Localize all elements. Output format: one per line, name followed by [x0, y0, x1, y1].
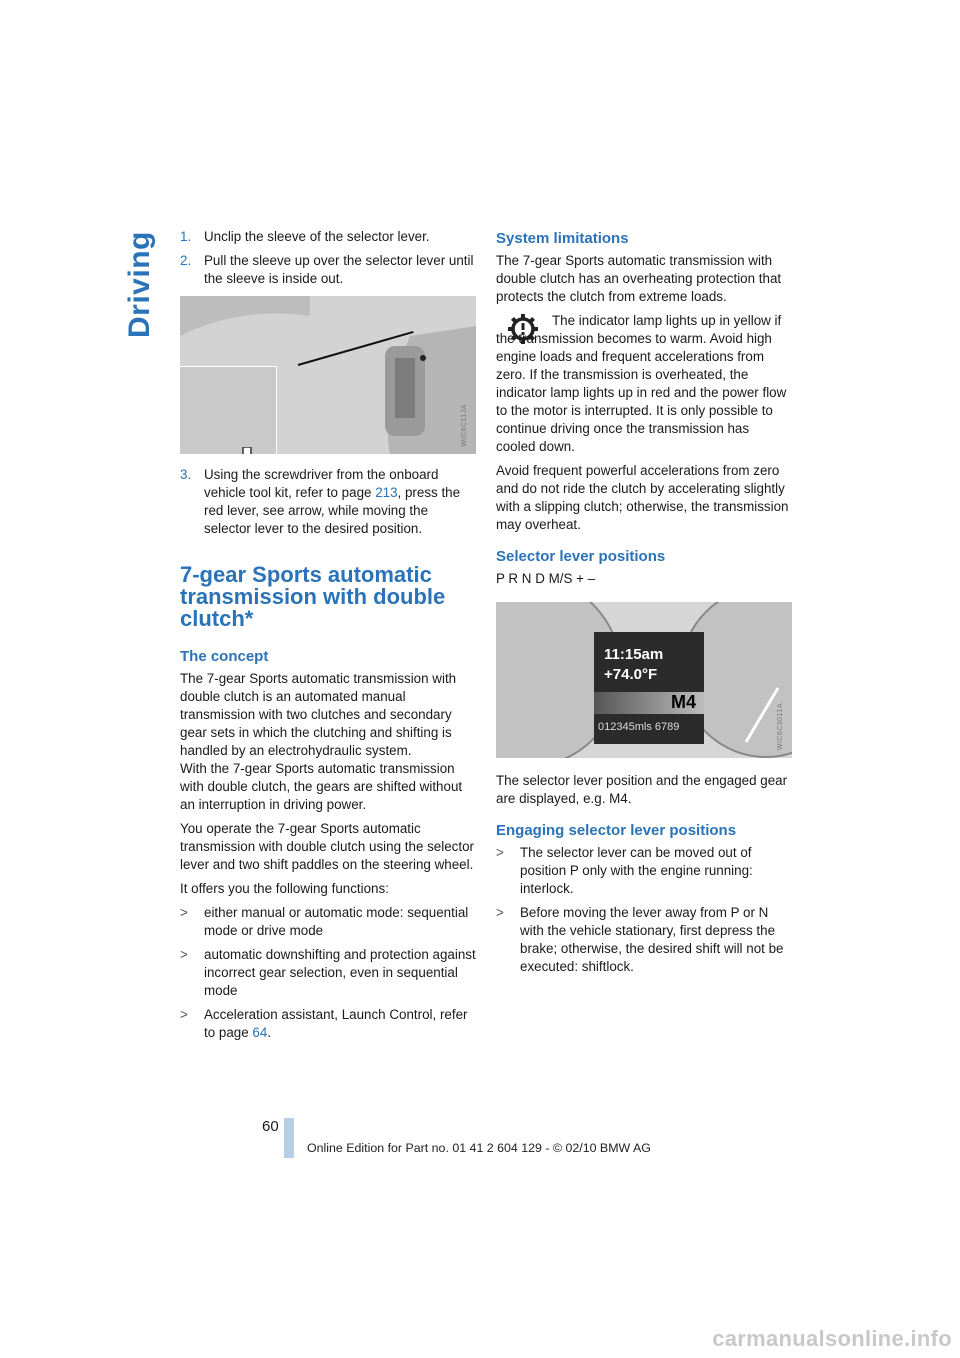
concept-paragraph: It offers you the following functions: [180, 881, 389, 896]
list-item-text: either manual or automatic mode: sequential mode or drive mode [204, 905, 469, 938]
concept-paragraph: You operate the 7-gear Sports automatic transmission with double clutch using the selector lever and two shift paddles on the steering wheel. [180, 821, 474, 872]
list-item-text: Before moving the lever away from P or N with the vehicle stationary, first depress the brake; otherwise, the desired shift will not be executed: shiftlock. [520, 905, 784, 974]
watermark: carmanualsonline.info [712, 1326, 952, 1351]
limits-paragraph: The 7-gear Sports automatic transmission with double clutch has an overheating protection that protects the clutch from extreme loads. [496, 253, 782, 304]
page-number: 60 [262, 1118, 279, 1135]
positions-line: P R N D M/S + – [496, 571, 596, 586]
step-2 [180, 252, 476, 288]
limits-title: System limitations [496, 230, 629, 247]
footer-bar [284, 1118, 294, 1158]
list-item [180, 904, 476, 940]
page-link-64[interactable]: 64 [252, 1025, 268, 1040]
selector-lever-photo [180, 296, 476, 454]
list-item-text: automatic downshifting and protection against incorrect gear selection, even in sequential mode [204, 947, 476, 998]
arrow-down-icon [238, 447, 256, 454]
list-item-text [204, 1006, 476, 1042]
engaging-title: Engaging selector lever positions [496, 822, 737, 839]
footer-edition: Online Edition for Part no. 01 41 2 604 129 - © 02/10 BMW AG [307, 1141, 651, 1155]
bullet-marker: > [180, 947, 188, 962]
limits-paragraph: Avoid frequent powerful accelerations from zero and do not ride the clutch by accelerating slightly with a slipping clutch; otherwise, the transmission may overheat. [496, 463, 789, 532]
display-gear-bar [594, 692, 704, 714]
list-item [180, 1006, 476, 1042]
detail-inset [180, 366, 277, 454]
step-number: 1. [180, 229, 192, 244]
step-text: Unclip the sleeve of the selector lever. [204, 229, 430, 244]
page-link-213[interactable]: 213 [375, 485, 398, 500]
display-temperature: +74.0°F [604, 666, 658, 683]
left-column [180, 228, 476, 1048]
list-text-part: . [267, 1025, 272, 1040]
step-3 [180, 466, 476, 538]
step-text [204, 466, 476, 538]
concept-paragraph: With the 7-gear Sports automatic transmission with double clutch, the gears are shifted without an interruption in driving power. [180, 761, 463, 812]
step-text-part: , press the red lever, see arrow, while moving the selector lever to the desired position. [204, 485, 461, 536]
bullet-marker: > [496, 845, 504, 860]
list-item-text: The selector lever can be moved out of position P only with the engine running: interlock. [520, 845, 753, 896]
concept-title: The concept [180, 648, 269, 665]
bullet-marker: > [496, 905, 504, 920]
bullet-marker: > [180, 1007, 188, 1022]
step-1 [180, 228, 476, 246]
right-column [496, 230, 792, 982]
positions-title: Selector lever positions [496, 548, 666, 565]
display-gear: M4 [670, 692, 696, 712]
list-text-part: Acceleration assistant, Launch Control, refer to page [204, 1007, 468, 1040]
image-code: W/C6C11JA [461, 403, 468, 446]
section-heading: 7-gear Sports automatic transmission with double clutch* [180, 562, 446, 631]
image-code: W/C6C3011A [777, 702, 784, 750]
display-time: 11:15am [604, 646, 664, 663]
onboard-display [594, 632, 704, 744]
concept-paragraph: The 7-gear Sports automatic transmission with double clutch is an automated manual transmission with two clutches and secondary gear sets in which the clutching and shifting is handled by an electrohydraulic system. [180, 671, 457, 758]
list-item [496, 904, 792, 976]
instrument-cluster-photo [496, 602, 792, 758]
bullet-marker: > [180, 905, 188, 920]
step-text: Pull the sleeve up over the selector lever until the sleeve is inside out. [204, 253, 474, 286]
display-odometer: 012345mls 6789 [598, 721, 680, 733]
step-number: 3. [180, 467, 192, 482]
step-number: 2. [180, 253, 192, 268]
chapter-tab: Driving [123, 231, 156, 338]
positions-caption: The selector lever position and the engaged gear are displayed, e.g. M4. [496, 773, 788, 806]
warning-text: The indicator lamp lights up in yellow if the transmission becomes to warm. Avoid high engine loads and frequent accelerations from zero. If the transmission is overheated, the indicator lamp lights up in red and the power flow to the motor is interrupted. It is only possible to continue driving once the transmission has cooled down. [496, 313, 787, 454]
step-text-part: Using the screwdriver from the onboard vehicle tool kit, refer to page [204, 467, 439, 500]
list-item [180, 946, 476, 1000]
list-item [496, 844, 792, 898]
